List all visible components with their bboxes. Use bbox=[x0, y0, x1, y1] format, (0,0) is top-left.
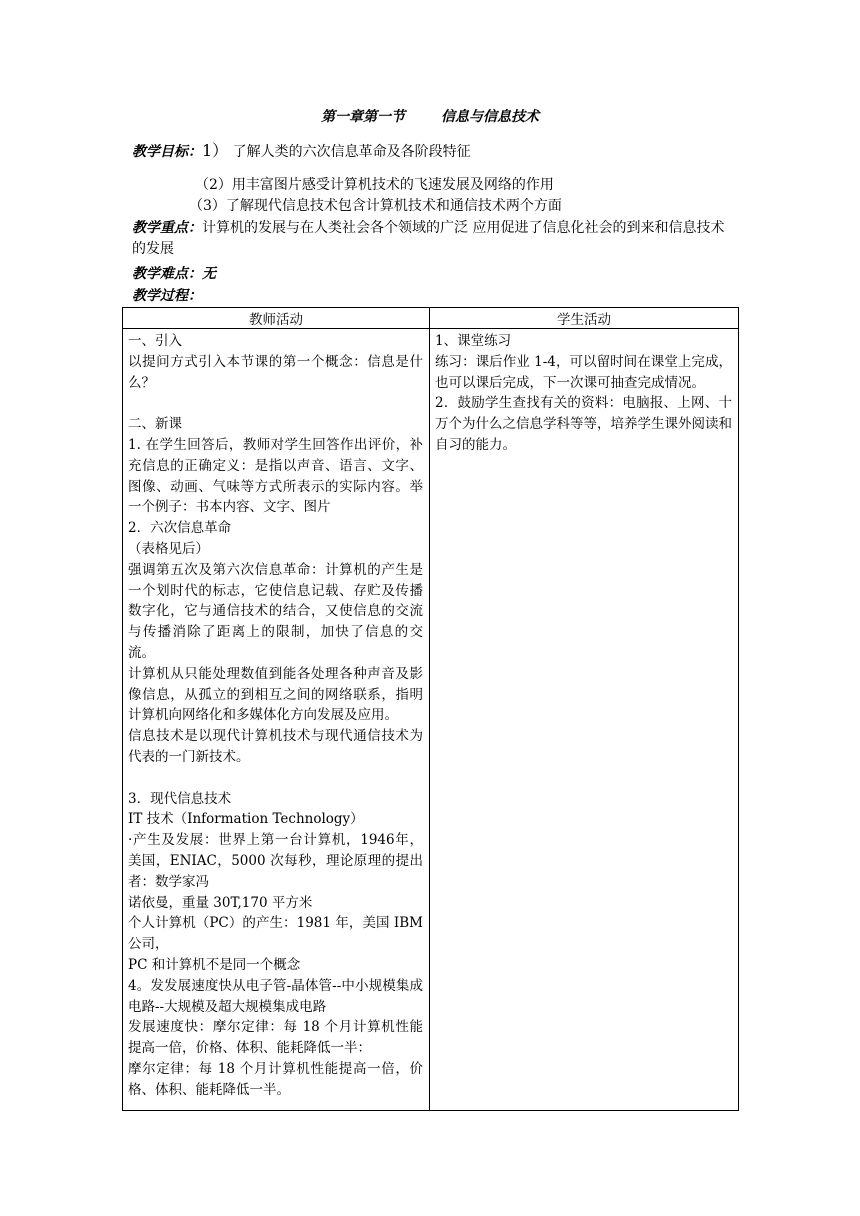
table-body-row bbox=[123, 329, 739, 1111]
teacher-item: 摩尔定律：每 18 个月计算机性能提高一倍，价格、体积、能耗降低一半。 bbox=[128, 1060, 423, 1098]
header-teacher-activity: 教师活动 bbox=[123, 308, 430, 329]
difficulty-label: 教学难点： bbox=[132, 266, 202, 282]
objectives-label: 教学目标： bbox=[132, 144, 202, 160]
objective-1-number: 1） bbox=[202, 141, 229, 160]
teacher-item: （表格见后） bbox=[128, 540, 209, 557]
student-item: 2．鼓励学生查找有关的资料：电脑报、上网、十万个为什么之信息学科等等，培养学生课外阅读和自习的能力。 bbox=[435, 395, 732, 453]
key-points bbox=[132, 218, 732, 260]
student-activity-cell bbox=[430, 329, 739, 1111]
teacher-item: 3．现代信息技术 bbox=[128, 790, 232, 807]
teacher-item: 诺依曼，重量 30T,170 平方米 bbox=[128, 894, 313, 911]
teacher-item: 信息技术是以现代计算机技术与现代通信技术为代表的一门新技术。 bbox=[128, 728, 423, 765]
teacher-item: ·产生及发展：世界上第一台计算机，1946年，美国，ENIAC，5000 次每秒，理论原理的提出者：数学家冯 bbox=[128, 832, 423, 890]
process-label: 教学过程： bbox=[132, 288, 202, 304]
lesson-process-table bbox=[122, 307, 739, 1111]
teacher-item: 强调第五次及第六次信息革命：计算机的产生是一个划时代的标志，它使信息记载、存贮及传播数字化，它与通信技术的结合，又使信息的交流与传播消除了距离上的限制，加快了信息的交流。 bbox=[128, 561, 423, 661]
teacher-item: 4。发发展速度快从电子管-晶体管--中小规模集成电路--大规模及超大规模集成电路 bbox=[128, 977, 423, 1015]
objective-1-text: 了解人类的六次信息革命及各阶段特征 bbox=[232, 144, 471, 160]
student-item: 练习：课后作业 1-4，可以留时间在课堂上完成，也可以课后完成，下一次课可抽查完成情况。 bbox=[435, 353, 732, 391]
objective-2: （2）用丰富图片感受计算机技术的飞速发展及网络的作用 bbox=[195, 177, 554, 193]
teacher-item: 发展速度快：摩尔定律：每 18 个月计算机性能提高一倍，价格、体积、能耗降低一半： bbox=[128, 1019, 423, 1057]
header-student-activity: 学生活动 bbox=[430, 308, 739, 329]
teacher-item: 二、新课 bbox=[128, 416, 182, 433]
table-header-row bbox=[123, 308, 739, 329]
lesson-topic: 信息与信息技术 bbox=[441, 109, 539, 125]
objectives-line bbox=[132, 141, 471, 162]
objective-3: （3）了解现代信息技术包含计算机技术和通信技术两个方面 bbox=[189, 198, 562, 214]
key-points-text: 计算机的发展与在人类社会各个领域的广泛 应用促进了信息化社会的到来和信息技术的发展 bbox=[132, 220, 725, 257]
key-points-label: 教学重点： bbox=[132, 220, 202, 236]
difficulty-text: 无 bbox=[202, 266, 216, 282]
teacher-item: 2．六次信息革命 bbox=[128, 520, 232, 537]
lesson-title bbox=[0, 106, 860, 126]
teacher-item: 一、引入 bbox=[128, 333, 182, 349]
teacher-activity-cell bbox=[123, 329, 430, 1111]
teacher-item: 计算机从只能处理数值到能各处理各种声音及影像信息，从孤立的到相互之间的网络联系，指明计算机向网络化和多媒体化方向发展及应用。 bbox=[128, 665, 423, 724]
difficulty-line bbox=[132, 264, 216, 284]
teacher-item: IT 技术（Information Technology） bbox=[128, 811, 364, 828]
teacher-item: PC 和计算机不是同一个概念 bbox=[128, 956, 301, 973]
teacher-item: 1. 在学生回答后，教师对学生回答作出评价，补充信息的正确定义：是指以声音、语言、文字、图像、动画、气味等方式所表示的实际内容。举一个例子：书本内容、文字、图片 bbox=[128, 436, 423, 516]
student-item: 1、课堂练习 bbox=[435, 333, 512, 349]
teacher-item: 个人计算机（PC）的产生：1981 年，美国 IBM 公司， bbox=[128, 915, 423, 953]
chapter-section: 第一章第一节 bbox=[321, 109, 405, 125]
teacher-item: 以提问方式引入本节课的第一个概念：信息是什么？ bbox=[128, 353, 423, 391]
